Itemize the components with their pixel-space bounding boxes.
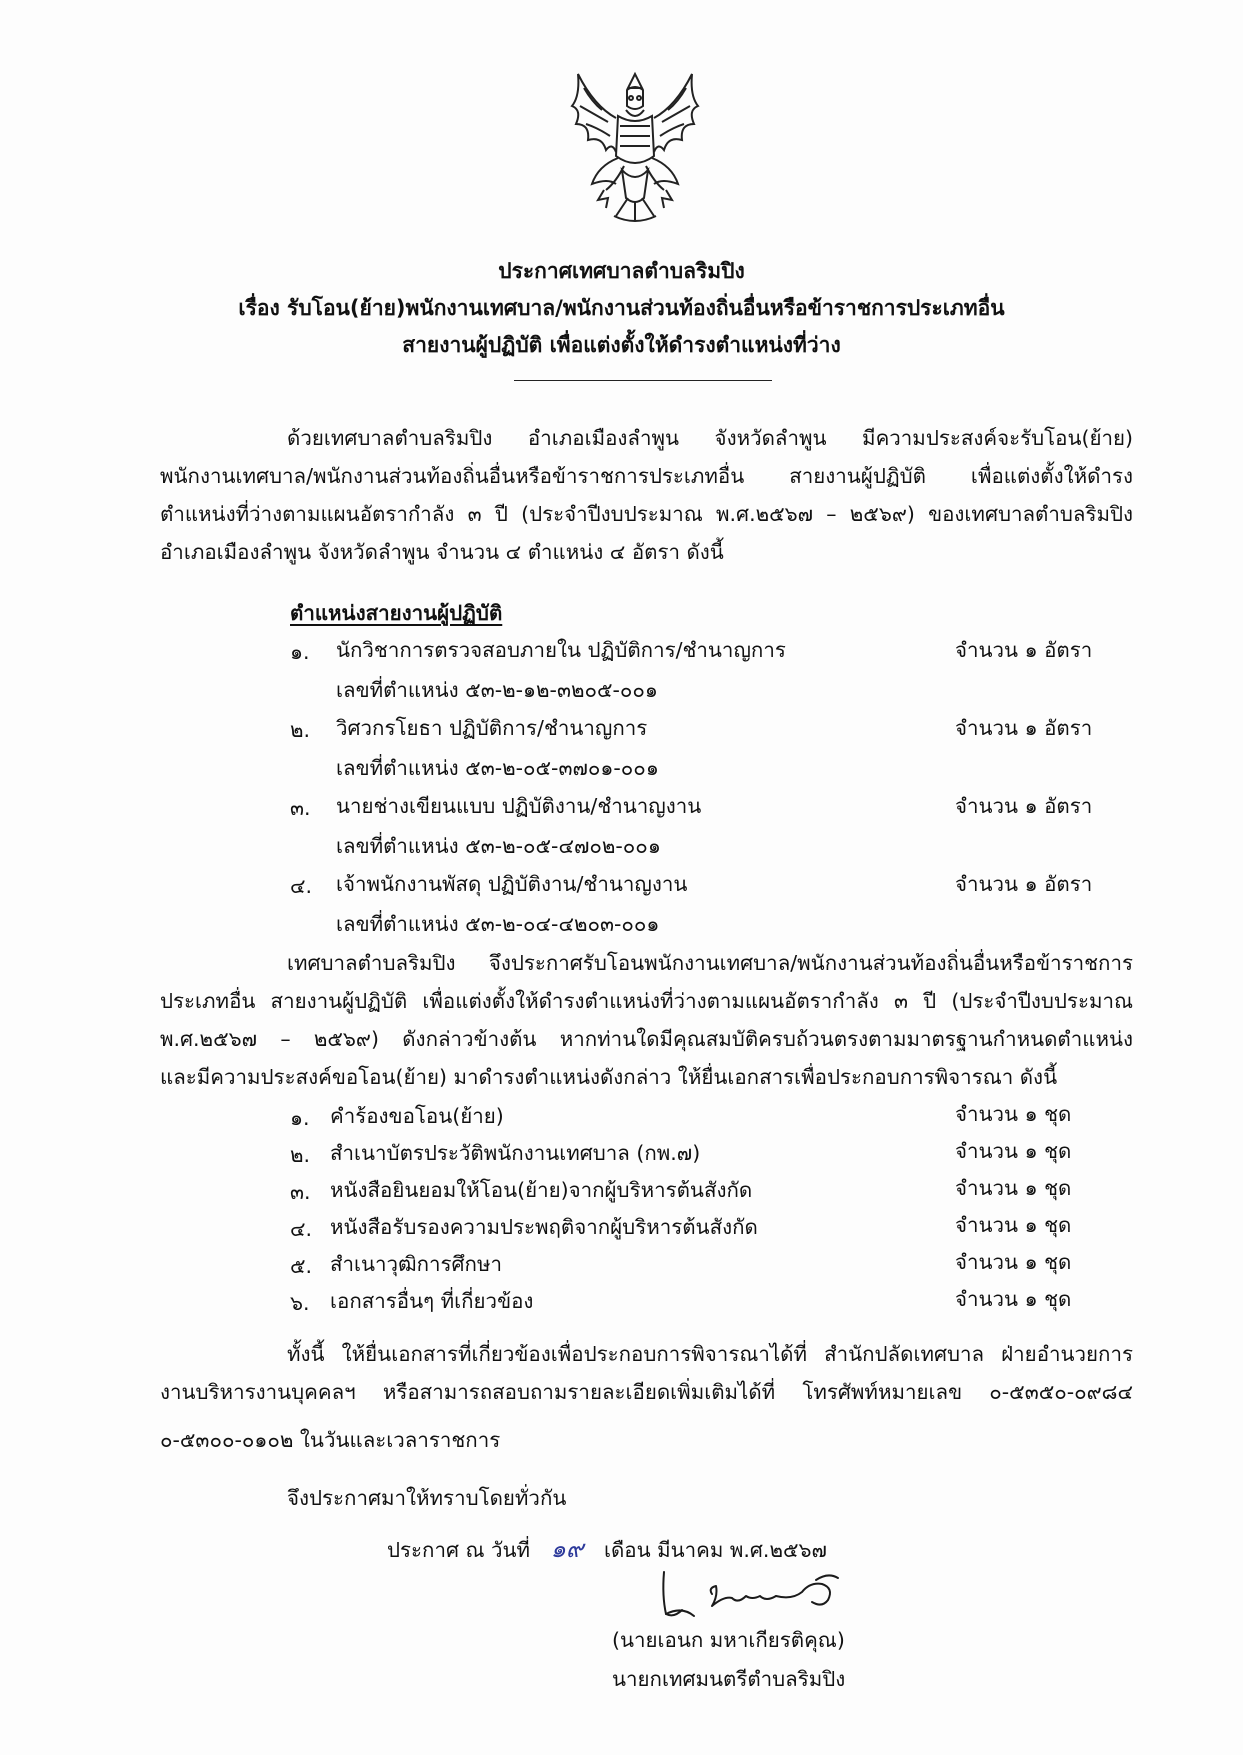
document-amount: จำนวน ๑ ชุด xyxy=(955,1176,1072,1200)
position-id: เลขที่ตำแหน่ง ๕๓-๒-๐๕-๓๗๐๑-๐๐๑ xyxy=(336,756,659,780)
document-number: ๒. xyxy=(290,1143,311,1167)
document-item: หนังสือยินยอมให้โอน(ย้าย)จากผู้บริหารต้นสังกัด xyxy=(330,1178,753,1202)
date-prefix: ประกาศ ณ วันที่ xyxy=(387,1538,531,1562)
announcement-title: ประกาศเทศบาลตำบลริมปิง xyxy=(498,259,745,283)
announcement-subject-line2: สายงานผู้ปฏิบัติ เพื่อแต่งตั้งให้ดำรงตำแหน่งที่ว่าง xyxy=(402,333,841,357)
document-number: ๓. xyxy=(290,1180,311,1204)
position-id: เลขที่ตำแหน่ง ๕๓-๒-๑๒-๓๒๐๕-๐๐๑ xyxy=(336,678,658,702)
document-amount: จำนวน ๑ ชุด xyxy=(955,1139,1072,1163)
signature-icon xyxy=(652,1566,852,1630)
intro-line-4: อำเภอเมืองลำพูน จังหวัดลำพูน จำนวน ๔ ตำแหน่ง ๔ อัตรา ดังนี้ xyxy=(160,540,724,564)
position-title: เจ้าพนักงานพัสดุ ปฏิบัติงาน/ชำนาญงาน xyxy=(336,872,688,896)
para2-line-3: พ.ศ.๒๕๖๗ – ๒๕๖๙) ดังกล่าวข้างต้น หากท่านใดมีคุณสมบัติครบถ้วนตรงตามมาตรฐานกำหนดตำแหน่ง xyxy=(160,1027,1133,1051)
position-title: นายช่างเขียนแบบ ปฏิบัติงาน/ชำนาญงาน xyxy=(336,794,702,818)
position-amount: จำนวน ๑ อัตรา xyxy=(955,872,1093,896)
intro-line-3: ตำแหน่งที่ว่างตามแผนอัตรากำลัง ๓ ปี (ประจำปีงบประมาณ พ.ศ.๒๕๖๗ – ๒๕๖๙) ของเทศบาลตำบลริมปิง xyxy=(160,502,1133,526)
document-item: สำเนาบัตรประวัติพนักงานเทศบาล (กพ.๗) xyxy=(330,1141,701,1165)
document-amount: จำนวน ๑ ชุด xyxy=(955,1213,1072,1237)
document-item: คำร้องขอโอน(ย้าย) xyxy=(330,1104,504,1128)
para3-line-3: ๐-๕๓๐๐-๐๑๐๒ ในวันและเวลาราชการ xyxy=(160,1428,501,1452)
document-item: สำเนาวุฒิการศึกษา xyxy=(330,1252,502,1276)
document-number: ๑. xyxy=(290,1106,310,1130)
para2-line-1: เทศบาลตำบลริมปิง จึงประกาศรับโอนพนักงานเทศบาล/พนักงานส่วนท้องถิ่นอื่นหรือข้าราชการ xyxy=(287,951,1133,975)
para3-line-2: งานบริหารงานบุคคลฯ หรือสามารถสอบถามรายละเอียดเพิ่มเติมได้ที่ โทรศัพท์หมายเลข ๐-๕๓๕๐-๐๙๘๔ xyxy=(160,1380,1133,1404)
position-amount: จำนวน ๑ อัตรา xyxy=(955,794,1093,818)
intro-line-1: ด้วยเทศบาลตำบลริมปิง อำเภอเมืองลำพูน จังหวัดลำพูน มีความประสงค์จะรับโอน(ย้าย) xyxy=(287,426,1133,450)
position-title: นักวิชาการตรวจสอบภายใน ปฏิบัติการ/ชำนาญการ xyxy=(336,638,786,662)
document-item: เอกสารอื่นๆ ที่เกี่ยวข้อง xyxy=(330,1289,534,1313)
para2-line-2: ประเภทอื่น สายงานผู้ปฏิบัติ เพื่อแต่งตั้งให้ดำรงตำแหน่งที่ว่างตามแผนอัตรากำลัง ๓ ปี (ประจำปีงบประมาณ xyxy=(160,989,1133,1013)
document-number: ๕. xyxy=(290,1254,313,1278)
garuda-emblem-icon xyxy=(558,66,712,228)
signer-title: นายกเทศมนตรีตำบลริมปิง xyxy=(612,1667,846,1691)
positions-heading: ตำแหน่งสายงานผู้ปฏิบัติ xyxy=(290,601,503,625)
position-id: เลขที่ตำแหน่ง ๕๓-๒-๐๕-๔๗๐๒-๐๐๑ xyxy=(336,834,661,858)
position-amount: จำนวน ๑ อัตรา xyxy=(955,638,1093,662)
position-amount: จำนวน ๑ อัตรา xyxy=(955,716,1093,740)
position-title: วิศวกรโยธา ปฏิบัติการ/ชำนาญการ xyxy=(336,716,648,740)
para2-line-4: และมีความประสงค์ขอโอน(ย้าย) มาดำรงตำแหน่งดังกล่าว ให้ยื่นเอกสารเพื่อประกอบการพิจารณา ดังนี้ xyxy=(160,1065,1058,1089)
document-amount: จำนวน ๑ ชุด xyxy=(955,1287,1072,1311)
document-number: ๔. xyxy=(290,1217,313,1241)
title-divider xyxy=(514,380,772,381)
position-number: ๑. xyxy=(290,640,310,664)
document-number: ๖. xyxy=(290,1291,310,1315)
document-amount: จำนวน ๑ ชุด xyxy=(955,1250,1072,1274)
para3-line-1: ทั้งนี้ ให้ยื่นเอกสารที่เกี่ยวข้องเพื่อประกอบการพิจารณาได้ที่ สำนักปลัดเทศบาล ฝ่ายอำนวยการ xyxy=(287,1342,1133,1366)
intro-line-2: พนักงานเทศบาล/พนักงานส่วนท้องถิ่นอื่นหรือข้าราชการประเภทอื่น สายงานผู้ปฏิบัติ เพื่อแต่งตั้งให้ดำรง xyxy=(160,464,1133,488)
document-amount: จำนวน ๑ ชุด xyxy=(955,1102,1072,1126)
position-number: ๓. xyxy=(290,796,311,820)
date-suffix: เดือน มีนาคม พ.ศ.๒๕๖๗ xyxy=(603,1538,827,1562)
announcement-date xyxy=(387,1535,827,1564)
signer-name: (นายเอนก มหาเกียรติคุณ) xyxy=(612,1628,845,1652)
position-number: ๒. xyxy=(290,718,311,742)
document-item: หนังสือรับรองความประพฤติจากผู้บริหารต้นสังกัด xyxy=(330,1215,758,1239)
announcement-subject: เรื่อง รับโอน(ย้าย)พนักงานเทศบาล/พนักงานส่วนท้องถิ่นอื่นหรือข้าราชการประเภทอื่น xyxy=(238,296,1005,320)
position-number: ๔. xyxy=(290,874,313,898)
closing-statement: จึงประกาศมาให้ทราบโดยทั่วกัน xyxy=(287,1486,567,1510)
date-day-handwritten: ๑๙ xyxy=(550,1535,584,1563)
position-id: เลขที่ตำแหน่ง ๕๓-๒-๐๔-๔๒๐๓-๐๐๑ xyxy=(336,912,660,936)
